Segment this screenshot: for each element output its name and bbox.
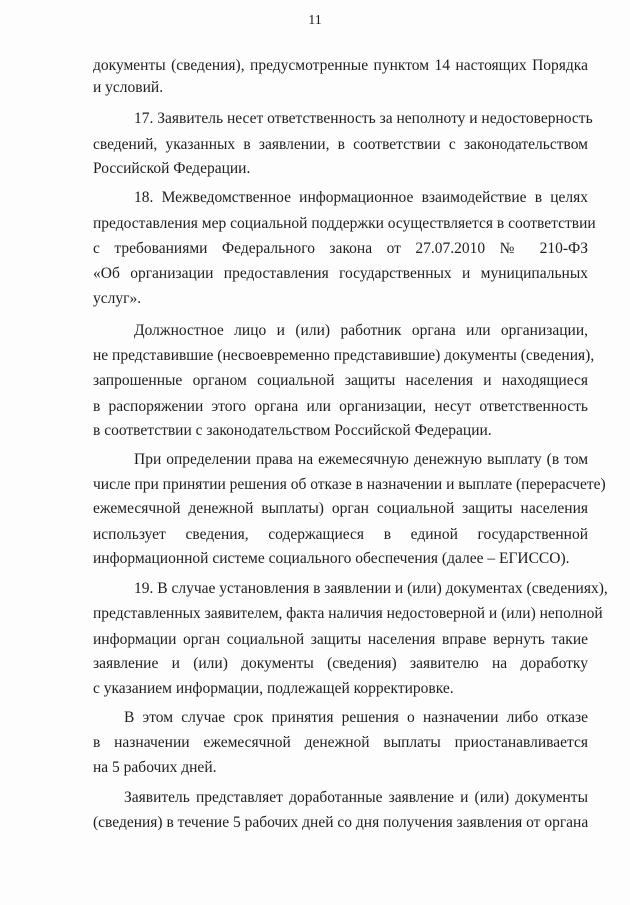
text-line: Российской Федерации. — [93, 160, 251, 177]
text-line: При определении права на ежемесячную денежную выплату (в том — [134, 451, 588, 468]
text-line: информационной системе социального обеспечения (далее – ЕГИССО). — [93, 550, 570, 567]
text-line: Заявитель представляет доработанные заявление и (или) документы — [124, 789, 588, 806]
text-line: «Об организации предоставления государственных и муниципальных — [93, 265, 588, 282]
text-line: 17. Заявитель несет ответственность за неполноту и недостоверность — [134, 110, 593, 127]
text-line: представленных заявителем, факта наличия недостоверной и (или) неполной — [93, 605, 603, 622]
text-line: 19. В случае установления в заявлении и (или) документах (сведениях), — [134, 580, 608, 597]
text-line: информации орган социальной защиты населения вправе вернуть такие — [93, 631, 588, 648]
text-line: с требованиями Федерального закона от 27.07.2010 № 210-ФЗ — [93, 240, 588, 257]
text-line: заявление и (или) документы (сведения) заявителю на доработку — [93, 655, 588, 672]
text-line: запрошенные органом социальной защиты населения и находящиеся — [93, 372, 588, 389]
text-line: числе при принятии решения об отказе в назначении и выплате (перерасчете) — [93, 476, 606, 493]
text-line: 18. Межведомственное информационное взаимодействие в целях — [134, 189, 588, 206]
page-number: 11 — [308, 13, 322, 28]
text-line: и условий. — [93, 79, 164, 96]
text-line: на 5 рабочих дней. — [93, 759, 217, 776]
text-line: (сведения) в течение 5 рабочих дней со дня получения заявления от органа — [93, 814, 589, 831]
text-line: с указанием информации, подлежащей корректировке. — [93, 680, 454, 697]
text-line: не представившие (несвоевременно представившие) документы (сведения), — [93, 347, 595, 364]
text-line: в соответствии с законодательством Российской Федерации. — [93, 422, 492, 439]
text-line: в распоряжении этого органа или организации, несут ответственность — [93, 398, 588, 415]
text-line: документы (сведения), предусмотренные пунктом 14 настоящих Порядка — [93, 57, 588, 74]
text-line: ежемесячной денежной выплаты) орган социальной защиты населения — [93, 500, 588, 517]
text-line: в назначении ежемесячной денежной выплаты приостанавливается — [93, 734, 588, 751]
text-line: использует сведения, содержащиеся в единой государственной — [93, 526, 588, 543]
text-line: предоставления мер социальной поддержки осуществляется в соответствии — [93, 215, 596, 232]
text-line: сведений, указанных в заявлении, в соответствии с законодательством — [93, 136, 588, 153]
text-line: Должностное лицо и (или) работник органа или организации, — [134, 322, 588, 339]
text-line: В этом случае срок принятия решения о назначении либо отказе — [124, 709, 588, 726]
text-line: услуг». — [93, 290, 142, 307]
